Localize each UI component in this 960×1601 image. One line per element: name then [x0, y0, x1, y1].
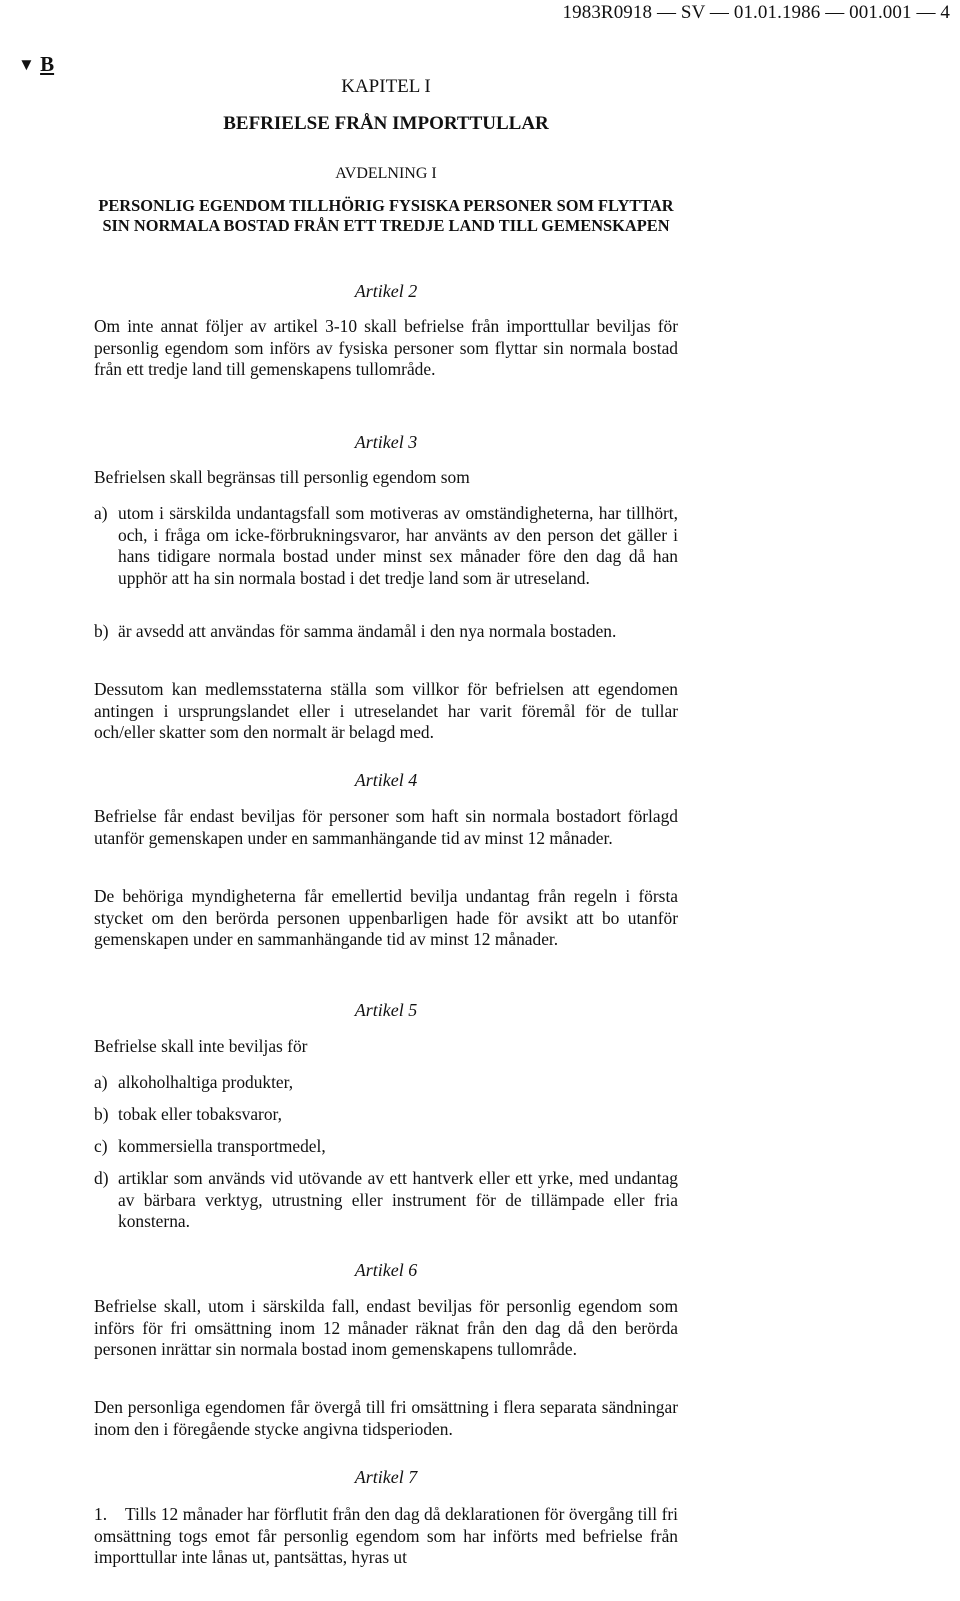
article-5-item-d: [94, 1168, 678, 1233]
article-6-paragraph-1: Befrielse skall, utom i särskilda fall, endast beviljas för personlig egendom som införs för fri omsättning inom 12 månader räknat från den dag då den berörda personen inrättar sin normala bostad inom gemenskapens tullområde.: [94, 1296, 678, 1360]
item-label: b): [94, 621, 109, 641]
chapter-title: BEFRIELSE FRÅN IMPORTTULLAR: [223, 113, 549, 134]
article-3-heading: Artikel 3: [354, 432, 418, 452]
section-label: AVDELNING I: [335, 165, 437, 182]
article-2-heading: Artikel 2: [354, 281, 418, 301]
article-4-heading: Artikel 4: [354, 770, 418, 790]
amendment-marker-label: B: [40, 52, 55, 76]
article-3-item-a: [94, 503, 678, 589]
article-6-heading: Artikel 6: [354, 1260, 418, 1280]
article-4-paragraph-1: Befrielse får endast beviljas för personer som haft sin normala bostadort förlagd utanför gemenskapen under en sammanhängande tid av minst 12 månader.: [94, 806, 678, 848]
triangle-down-icon: ▼: [18, 55, 35, 74]
paragraph-text: Tills 12 månader har förflutit från den dag då deklarationen för övergång till fri omsättning togs emot får personlig egendom som har införts med befrielse från importtullar inte lånas ut, pantsättas, hyras ut: [94, 1504, 679, 1568]
section-title: PERSONLIG EGENDOM TILLHÖRIG FYSISKA PERSONER SOM FLYTTAR SIN NORMALA BOSTAD FRÅN ETT TREDJE LAND TILL GEMENSKAPEN: [98, 196, 674, 235]
article-5-item-c: [94, 1136, 678, 1158]
article-7-paragraph-1: [94, 1504, 678, 1569]
item-text: alkoholhaltiga produkter,: [118, 1072, 294, 1092]
article-3-intro: Befrielsen skall begränsas till personlig egendom som: [94, 467, 470, 487]
amendment-marker: [18, 52, 54, 77]
item-label: a): [94, 1072, 108, 1092]
paragraph-number: 1.: [94, 1504, 108, 1524]
item-text: artiklar som används vid utövande av ett hantverk eller ett yrke, med undantag av bärbara verktyg, utrustning eller instrument för de tillämpade eller fria konsterna.: [118, 1168, 678, 1232]
article-5-heading: Artikel 5: [354, 1000, 418, 1020]
item-label: b): [94, 1104, 109, 1124]
article-3-item-b: [94, 621, 678, 643]
item-label: a): [94, 503, 108, 523]
article-3-paragraph-2: Dessutom kan medlemsstaterna ställa som villkor för befrielsen att egendomen antingen i ursprungslandet eller i utreselandet har varit föremål för de tullar och/eller skatter som den normalt är belagd med.: [94, 679, 678, 743]
item-text: kommersiella transportmedel,: [118, 1136, 326, 1156]
article-5-item-a: [94, 1072, 678, 1094]
item-label: d): [94, 1168, 109, 1188]
document-reference: 1983R0918 — SV — 01.01.1986 — 001.001 — 4: [562, 2, 950, 23]
item-text: tobak eller tobaksvaror,: [118, 1104, 282, 1124]
article-2-paragraph: Om inte annat följer av artikel 3-10 skall befrielse från importtullar beviljas för personlig egendom som införs av fysiska personer som flyttar sin normala bostad från ett tredje land till gemenskapens tullområde.: [94, 316, 678, 380]
article-5-intro: Befrielse skall inte beviljas för: [94, 1036, 308, 1056]
chapter-label: KAPITEL I: [341, 76, 431, 97]
item-text: utom i särskilda undantagsfall som motiveras av omständigheterna, har tillhört, och, i fråga om icke-förbrukningsvaror, har använts av den person det gäller i hans tidigare normala bostad under minst sex månader före den dag då han upphör att ha sin normala bostad i det tredje land som är utreseland.: [118, 503, 678, 588]
article-7-heading: Artikel 7: [354, 1467, 418, 1487]
item-label: c): [94, 1136, 108, 1156]
item-text: är avsedd att användas för samma ändamål i den nya normala bostaden.: [118, 621, 617, 641]
article-6-paragraph-2: Den personliga egendomen får övergå till fri omsättning i flera separata sändningar inom den i föregående stycke angivna tidsperioden.: [94, 1397, 678, 1439]
article-5-item-b: [94, 1104, 678, 1126]
article-4-paragraph-2: De behöriga myndigheterna får emellertid bevilja undantag från regeln i första stycket om den berörda personen uppenbarligen hade för avsikt att bo utanför gemenskapen under en sammanhängande tid av minst 12 månader.: [94, 886, 678, 950]
